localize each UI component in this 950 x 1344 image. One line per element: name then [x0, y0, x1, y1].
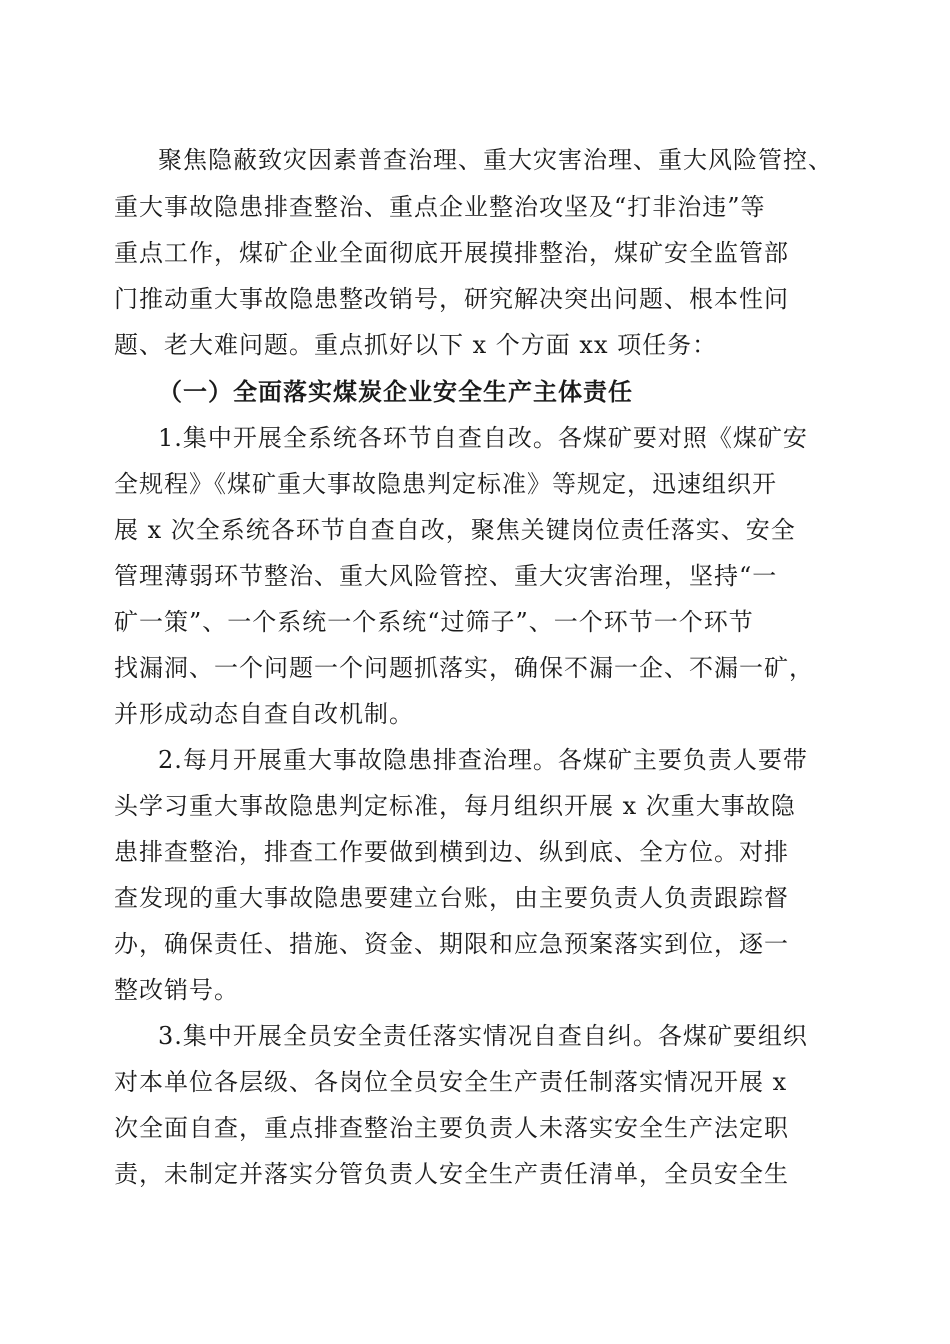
item-1-line-5: 矿一策”、一个系统一个系统“过筛子”、一个环节一个环节	[114, 608, 754, 636]
paragraph-intro-line-4: 门推动重大事故隐患整改销号，研究解决突出问题、根本性问	[114, 285, 789, 313]
item-2-line-2: 头学习重大事故隐患判定标准，每月组织开展 x 次重大事故隐	[114, 792, 796, 820]
item-3-line-4: 责，未制定并落实分管负责人安全生产责任清单，全员安全生	[114, 1160, 789, 1188]
item-2-line-4: 查发现的重大事故隐患要建立台账，由主要负责人负责跟踪督	[114, 884, 789, 912]
item-3-line-2: 对本单位各层级、各岗位全员安全生产责任制落实情况开展 x	[114, 1068, 788, 1096]
item-1-line-1: 1.集中开展全系统各环节自查自改。各煤矿要对照《煤矿安	[158, 424, 808, 452]
item-1-line-6: 找漏洞、一个问题一个问题抓落实，确保不漏一企、不漏一矿，	[114, 654, 814, 682]
section-heading: （一）全面落实煤炭企业安全生产主体责任	[158, 377, 633, 406]
paragraph-intro-line-2: 重大事故隐患排查整治、重点企业整治攻坚及“打非治违”等	[114, 193, 766, 221]
item-2-line-1: 2.每月开展重大事故隐患排查治理。各煤矿主要负责人要带	[158, 746, 808, 774]
item-1-line-2: 全规程》《煤矿重大事故隐患判定标准》等规定，迅速组织开	[114, 470, 777, 498]
paragraph-intro-line-5: 题、老大难问题。重点抓好以下 x 个方面 xx 项任务：	[114, 331, 718, 359]
paragraph-intro-line-3: 重点工作，煤矿企业全面彻底开展摸排整治，煤矿安全监管部	[114, 239, 789, 267]
item-3-line-1: 3.集中开展全员安全责任落实情况自查自纠。各煤矿要组织	[158, 1022, 808, 1050]
item-3-line-3: 次全面自查，重点排查整治主要负责人未落实安全生产法定职	[114, 1114, 789, 1142]
paragraph-intro-line-1: 聚焦隐蔽致灾因素普查治理、重大灾害治理、重大风险管控、	[158, 146, 833, 174]
item-2-line-5: 办，确保责任、措施、资金、期限和应急预案落实到位，逐一	[114, 930, 789, 958]
item-1-line-7: 并形成动态自查自改机制。	[114, 700, 414, 728]
item-1-line-4: 管理薄弱环节整治、重大风险管控、重大灾害治理，坚持“一	[114, 562, 778, 590]
item-2-line-3: 患排查整治，排查工作要做到横到边、纵到底、全方位。对排	[114, 838, 789, 866]
item-2-line-6: 整改销号。	[114, 976, 239, 1004]
item-1-line-3: 展 x 次全系统各环节自查自改，聚焦关键岗位责任落实、安全	[114, 516, 796, 544]
